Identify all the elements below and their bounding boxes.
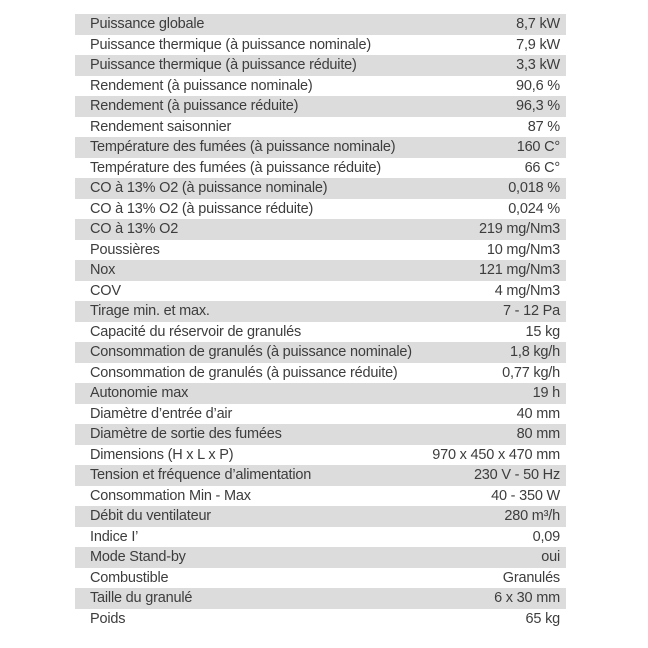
table-row [75, 609, 566, 630]
row-label: Puissance thermique (à puissance nominale) [90, 36, 371, 53]
row-label: Débit du ventilateur [90, 508, 211, 525]
table-row [75, 445, 566, 466]
table-row [75, 404, 566, 425]
row-value: Granulés [502, 569, 560, 586]
row-value: 7 - 12 Pa [502, 303, 560, 320]
row-value: 66 C° [524, 159, 560, 176]
row-label: Poussières [90, 241, 160, 258]
table-row [75, 301, 566, 322]
row-label: CO à 13% O2 [90, 221, 179, 238]
table-row [75, 281, 566, 302]
row-value: 970 x 450 x 470 mm [432, 446, 560, 463]
row-value: 10 mg/Nm3 [486, 241, 560, 258]
row-value: 3,3 kW [516, 57, 560, 74]
table-row [75, 424, 566, 445]
row-value: 40 - 350 W [491, 487, 560, 504]
row-label: Rendement (à puissance nominale) [90, 77, 313, 94]
row-label: Puissance globale [90, 16, 205, 33]
row-label: Rendement saisonnier [90, 118, 232, 135]
row-label: Tension et fréquence d’alimentation [90, 467, 312, 484]
row-label: Nox [90, 262, 116, 279]
table-row [75, 219, 566, 240]
table-row [75, 35, 566, 56]
table-row [75, 547, 566, 568]
row-value: 230 V - 50 Hz [473, 467, 560, 484]
table-row [75, 137, 566, 158]
table-row [75, 117, 566, 138]
row-value: 19 h [532, 385, 560, 402]
row-value: 1,8 kg/h [510, 344, 560, 361]
row-value: 40 mm [516, 405, 560, 422]
table-row [75, 158, 566, 179]
row-label: Consommation de granulés (à puissance nominale) [90, 344, 412, 361]
row-label: Rendement (à puissance réduite) [90, 98, 299, 115]
row-label: COV [90, 282, 121, 299]
row-value: 0,024 % [508, 200, 560, 217]
row-label: Tirage min. et max. [90, 303, 210, 320]
specification-table [75, 14, 566, 629]
table-row [75, 178, 566, 199]
row-label: CO à 13% O2 (à puissance nominale) [90, 180, 328, 197]
table-row [75, 240, 566, 261]
table-row [75, 363, 566, 384]
row-value: 0,09 [532, 528, 560, 545]
row-label: Mode Stand-by [90, 549, 186, 566]
row-label: Consommation de granulés (à puissance réduite) [90, 364, 398, 381]
table-row [75, 14, 566, 35]
row-value: 0,77 kg/h [502, 364, 560, 381]
row-label: Dimensions (H x L x P) [90, 446, 234, 463]
table-row [75, 342, 566, 363]
table-row [75, 486, 566, 507]
row-value: 6 x 30 mm [494, 590, 560, 607]
row-label: Indice I’ [90, 528, 139, 545]
row-label: Diamètre d’entrée d’air [90, 405, 233, 422]
table-row [75, 96, 566, 117]
row-value: 8,7 kW [516, 16, 560, 33]
row-value: 15 kg [525, 323, 560, 340]
table-row [75, 199, 566, 220]
row-label: Taille du granulé [90, 590, 193, 607]
row-value: 160 C° [516, 139, 560, 156]
row-label: Diamètre de sortie des fumées [90, 426, 282, 443]
table-row [75, 76, 566, 97]
row-value: 65 kg [525, 610, 560, 627]
row-label: Poids [90, 610, 126, 627]
table-row [75, 506, 566, 527]
table-row [75, 383, 566, 404]
row-label: Puissance thermique (à puissance réduite) [90, 57, 357, 74]
table-row [75, 465, 566, 486]
row-value: 80 mm [516, 426, 560, 443]
table-row [75, 568, 566, 589]
row-value: 219 mg/Nm3 [478, 221, 560, 238]
row-value: 121 mg/Nm3 [478, 262, 560, 279]
table-row [75, 322, 566, 343]
row-label: Combustible [90, 569, 169, 586]
row-value: 90,6 % [516, 77, 560, 94]
row-value: 0,018 % [508, 180, 560, 197]
row-value: 7,9 kW [516, 36, 560, 53]
row-label: Autonomie max [90, 385, 189, 402]
row-value: 280 m³/h [504, 508, 560, 525]
row-value: 4 mg/Nm3 [494, 282, 560, 299]
table-row [75, 588, 566, 609]
row-value: 96,3 % [516, 98, 560, 115]
row-label: Capacité du réservoir de granulés [90, 323, 302, 340]
row-value: 87 % [527, 118, 560, 135]
table-row [75, 55, 566, 76]
table-row [75, 260, 566, 281]
row-label: Température des fumées (à puissance réduite) [90, 159, 382, 176]
row-label: Consommation Min - Max [90, 487, 251, 504]
row-label: Température des fumées (à puissance nominale) [90, 139, 396, 156]
table-row [75, 527, 566, 548]
row-label: CO à 13% O2 (à puissance réduite) [90, 200, 314, 217]
row-value: oui [541, 549, 560, 566]
